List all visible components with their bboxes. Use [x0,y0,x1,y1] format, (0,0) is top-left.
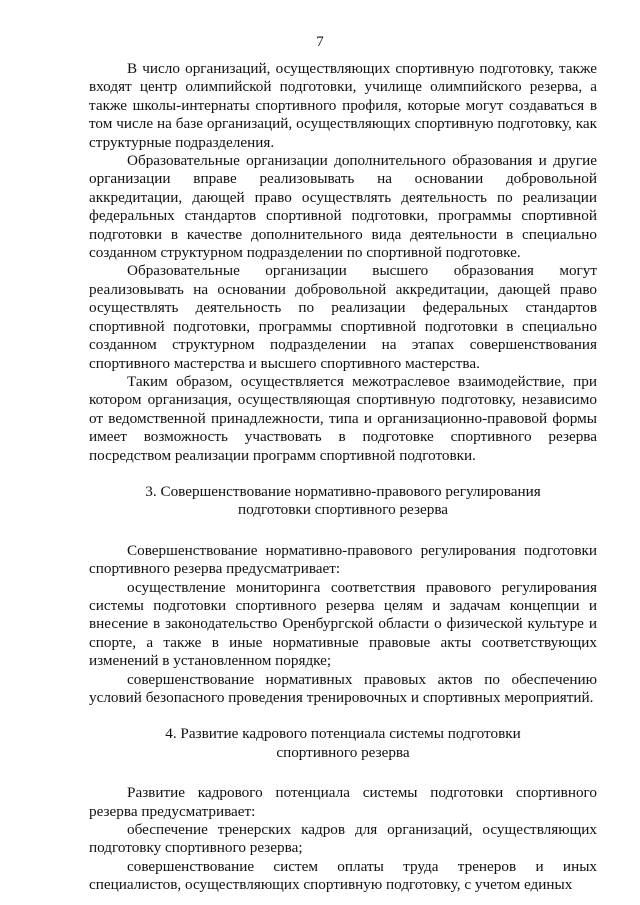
paragraph: осуществление мониторинга соответствия правового регулирования системы подготовки спортивного резерва целям и задачам концепции и внесение в законодательство Оренбургской области о физической культуре и спорте, а также в иные нормативные правовые акты соответствующих изменений в установленном порядке; [89,578,597,670]
paragraph: Образовательные организации дополнительного образования и другие организации вправе реализовывать на основании добровольной аккредитации, дающей право осуществлять деятельность по реализации федеральных стандартов спортивной подготовки, программы спортивной подготовки в качестве дополнительного вида деятельности в специально созданном структурном подразделении по спортивной подготовке. [89,152,597,262]
section-3-heading-line2: подготовки спортивного резерва [237,501,449,519]
paragraph: обеспечение тренерских кадров для организаций, осуществляющих подготовку спортивного резерва; [89,821,597,857]
section-4-heading-line1: 4. Развитие кадрового потенциала системы подготовки [165,725,521,743]
paragraph: Развитие кадрового потенциала системы подготовки спортивного резерва предусматривает: [89,784,597,820]
paragraph: Образовательные организации высшего образования могут реализовывать на основании добровольной аккредитации, дающей право осуществлять деятельность по реализации федеральных стандартов спортивной подготовки, программы спортивной подготовки в специально созданном структурном подразделении на этапах совершенствования спортивного мастерства и высшего спортивного мастерства. [89,262,597,372]
paragraph: Таким образом, осуществляется межотраслевое взаимодействие, при котором организация, осуществляющая спортивную подготовку, независимо от ведомственной принадлежности, типа и организационно-правовой формы имеет возможность участвовать в подготовке спортивного резерва посредством реализации программ спортивной подготовки. [89,372,597,464]
document-body [89,60,597,895]
page-number: 7 [316,34,324,50]
paragraph: Совершенствование нормативно-правового регулирования подготовки спортивного резерва предусматривает: [89,541,597,578]
section-4-heading-line2: спортивного резерва [276,743,410,761]
section-3-heading-line1: 3. Совершенствование нормативно-правового регулирования [145,482,541,500]
paragraph: В число организаций, осуществляющих спортивную подготовку, также входят центр олимпийской подготовки, училище олимпийского резерва, а также школы-интернаты спортивного профиля, которые могут создаваться в том числе на базе организаций, осуществляющих спортивную подготовку, как структурные подразделения. [89,60,597,151]
paragraph: совершенствование систем оплаты труда тренеров и иных специалистов, осуществляющих спортивную подготовку, с учетом единых [89,857,597,894]
paragraph: совершенствование нормативных правовых актов по обеспечению условий безопасного проведения тренировочных и спортивных мероприятий. [89,670,597,706]
